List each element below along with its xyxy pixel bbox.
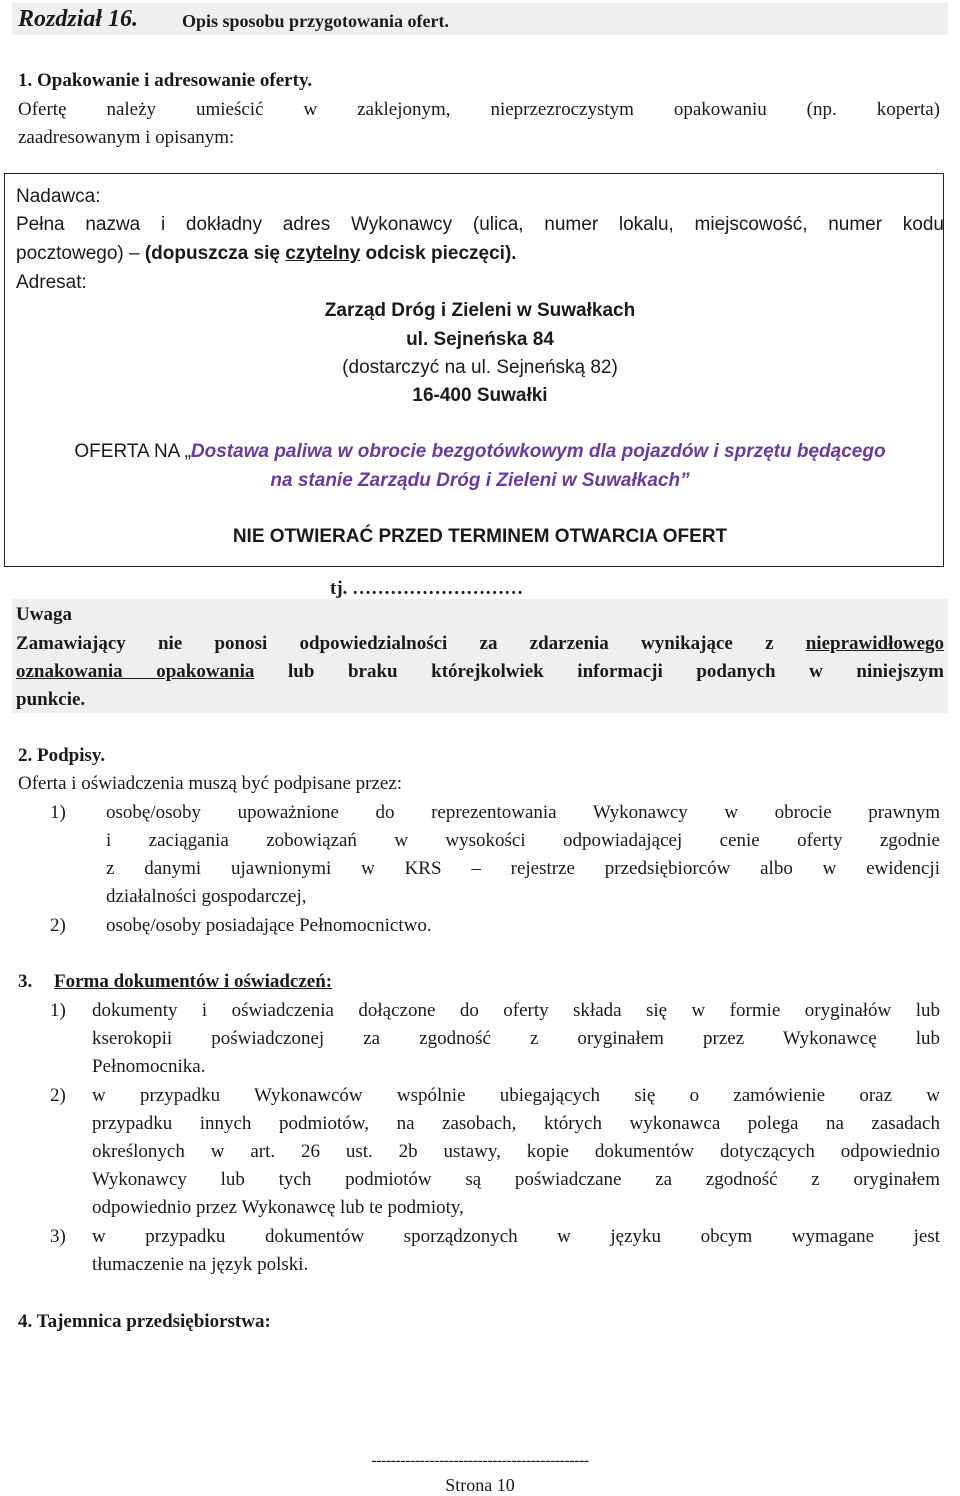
- section-3-item2-line1: w przypadku Wykonawców wspólnie ubiegających się o zamówienie oraz w: [92, 1085, 940, 1106]
- notice-line2-b: lub braku którejkolwiek informacji podanych w niniejszym: [254, 661, 944, 682]
- section-3-item3-num: 3): [50, 1226, 66, 1247]
- section-2-heading: 2. Podpisy.: [18, 745, 106, 766]
- notice-line2: [16, 658, 944, 686]
- section-2-intro: Oferta i oświadczenia muszą być podpisane przez:: [18, 773, 403, 794]
- sender-line2-a: pocztowego) –: [16, 243, 145, 264]
- section-2-item1-line4: działalności gospodarczej,: [106, 886, 307, 907]
- chapter-title: Opis sposobu przygotowania ofert.: [182, 11, 450, 31]
- sender-line1: Pełna nazwa i dokładny adres Wykonawcy (ulica, numer lokalu, miejscowość, numer kodu: [16, 214, 944, 235]
- section-3-item3-line1: w przypadku dokumentów sporządzonych w języku obcym wymagane jest: [92, 1226, 940, 1247]
- notice-line3: punkcie.: [16, 689, 86, 710]
- section-1-line2: zaadresowanym i opisanym:: [18, 127, 235, 148]
- address-line2: ul. Sejneńska 84: [406, 329, 554, 350]
- sender-line2-d: odcisk pieczęci).: [360, 243, 517, 264]
- section-3-num: 3.: [18, 971, 33, 992]
- section-1-heading: 1. Opakowanie i adresowanie oferty.: [18, 70, 313, 91]
- section-3-item2-num: 2): [50, 1085, 66, 1106]
- footer-separator: ---------------------------------------------: [371, 1452, 589, 1469]
- section-3-item1-line2: kserokopii poświadczonej za zgodność z oryginałem przez Wykonawcę lub: [92, 1028, 940, 1049]
- address-line3: (dostarczyć na ul. Sejneńską 82): [342, 357, 618, 378]
- address-line4: 16-400 Suwałki: [412, 385, 548, 406]
- section-2-item1-line2: i zaciągania zobowiązań w wysokości odpowiadającej cenie oferty zgodnie: [106, 830, 940, 851]
- chapter-header-bar: [12, 3, 948, 35]
- section-3-item1-line1: dokumenty i oświadczenia dołączone do oferty składa się w formie oryginałów lub: [92, 1000, 940, 1021]
- section-3-item1-num: 1): [50, 1000, 66, 1021]
- section-2-item2-num: 2): [50, 915, 66, 936]
- section-4-heading: 4. Tajemnica przedsiębiorstwa:: [18, 1311, 271, 1332]
- offer-prefix: OFERTA NA „: [74, 441, 191, 462]
- notice-line1: [16, 630, 944, 658]
- offer-title-line1: [0, 438, 960, 466]
- sender-line2-b: (dopuszcza się: [144, 243, 286, 264]
- section-3-item2-line5: odpowiednio przez Wykonawcę lub te podmioty,: [92, 1197, 464, 1218]
- offer-title-text1: Dostawa paliwa w obrocie bezgotówkowym dla pojazdów i sprzętu będącego: [190, 441, 886, 462]
- notice-label: Uwaga: [16, 604, 72, 625]
- chapter-number: Rozdział 16.: [18, 6, 139, 32]
- section-2-item1-num: 1): [50, 802, 66, 823]
- offer-title-line2: na stanie Zarządu Dróg i Zieleni w Suwałkach”: [270, 470, 690, 491]
- address-line1: Zarząd Dróg i Zieleni w Suwałkach: [324, 300, 636, 321]
- sender-line2: [16, 240, 517, 268]
- notice-line2-a: oznakowania opakowania: [16, 661, 255, 682]
- section-2-item1-line3: z danymi ujawnionymi w KRS – rejestrze przedsiębiorców albo w ewidencji: [106, 858, 940, 879]
- section-3-item3-line2: tłumaczenie na język polski.: [92, 1254, 309, 1275]
- section-3-item2-line2: przypadku innych podmiotów, na zasobach, których wykonawca polega na zasadach: [92, 1113, 940, 1134]
- addressee-label: Adresat:: [16, 272, 87, 293]
- sender-label: Nadawca:: [16, 186, 101, 207]
- section-1-line1: Ofertę należy umieścić w zaklejonym, nieprzezroczystym opakowaniu (np. koperta): [18, 99, 940, 120]
- tj-line: tj. ………………………: [330, 578, 524, 599]
- section-3-item1-line3: Pełnomocnika.: [92, 1056, 206, 1077]
- section-2-item1-line1: osobę/osoby upoważnione do reprezentowania Wykonawcy w obrocie prawnym: [106, 802, 940, 823]
- section-3-heading: Forma dokumentów i oświadczeń:: [54, 971, 333, 992]
- do-not-open-notice: NIE OTWIERAĆ PRZED TERMINEM OTWARCIA OFERT: [232, 526, 728, 547]
- section-2-item2-line1: osobę/osoby posiadające Pełnomocnictwo.: [106, 915, 432, 936]
- section-3-item2-line3: określonych w art. 26 ust. 2b ustawy, kopie dokumentów dotyczących odpowiednio: [92, 1141, 940, 1162]
- sender-line2-c: czytelny: [285, 243, 361, 264]
- page-number: Strona 10: [445, 1475, 515, 1495]
- notice-line1-b: nieprawidłowego: [805, 633, 944, 654]
- notice-line1-a: Zamawiający nie ponosi odpowiedzialności za zdarzenia wynikające z: [16, 633, 806, 654]
- section-3-item2-line4: Wykonawcy lub tych podmiotów są poświadczane za zgodność z oryginałem: [92, 1169, 940, 1190]
